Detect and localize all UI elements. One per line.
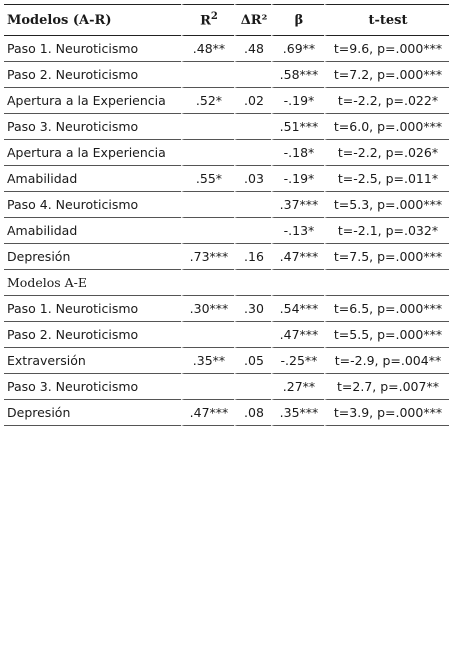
cell-model: Paso 4. Neuroticismo (4, 192, 181, 218)
cell-delta-r2 (234, 218, 271, 244)
cell-model: Depresión (4, 244, 181, 270)
cell-ttest: t=-2.9, p=.004** (324, 348, 449, 374)
cell-ttest: t=2.7, p=.007** (324, 374, 449, 400)
cell-ttest: t=-2.1, p=.032* (324, 218, 449, 244)
table-row (4, 62, 449, 88)
cell-r2 (181, 192, 234, 218)
cell-r2: .35** (181, 348, 234, 374)
cell-delta-r2: .02 (234, 88, 271, 114)
cell-delta-r2 (234, 192, 271, 218)
table-row (4, 192, 449, 218)
cell-delta-r2 (234, 62, 271, 88)
cell-ttest: t=5.5, p=.000*** (324, 322, 449, 348)
cell-delta-r2 (234, 114, 271, 140)
cell-r2 (181, 114, 234, 140)
cell-beta: .69** (271, 36, 324, 62)
header-delta-r2: ΔR² (234, 4, 271, 36)
cell-model: Paso 3. Neuroticismo (4, 374, 181, 400)
cell-delta-r2: .03 (234, 166, 271, 192)
table-header (4, 4, 449, 36)
cell-ttest: t=-2.2, p=.026* (324, 140, 449, 166)
cell-delta-r2: .05 (234, 348, 271, 374)
cell-ttest: t=7.5, p=.000*** (324, 244, 449, 270)
table-row (4, 296, 449, 322)
cell-ttest: t=3.9, p=.000*** (324, 400, 449, 426)
cell-model: Apertura a la Experiencia (4, 88, 181, 114)
table-row (4, 166, 449, 192)
cell-ttest: t=6.5, p=.000*** (324, 296, 449, 322)
table-row (4, 36, 449, 62)
table-row (4, 270, 449, 296)
cell-r2: .73*** (181, 244, 234, 270)
cell-delta-r2: .08 (234, 400, 271, 426)
cell-ttest: t=-2.2, p=.022* (324, 88, 449, 114)
table-row (4, 348, 449, 374)
cell-ttest: t=6.0, p=.000*** (324, 114, 449, 140)
cell-ttest: t=5.3, p=.000*** (324, 192, 449, 218)
cell-r2: .48** (181, 36, 234, 62)
cell-ttest: t=-2.5, p=.011* (324, 166, 449, 192)
header-model: Modelos (A-R) (4, 4, 181, 36)
header-row (4, 4, 449, 36)
cell-model: Extraversión (4, 348, 181, 374)
cell-model: Amabilidad (4, 218, 181, 244)
table-row (4, 140, 449, 166)
cell-model: Paso 2. Neuroticismo (4, 62, 181, 88)
cell-beta: .51*** (271, 114, 324, 140)
cell-beta: -.13* (271, 218, 324, 244)
table-body (4, 36, 449, 426)
header-beta: β (271, 4, 324, 36)
header-r2 (181, 4, 234, 36)
table-row (4, 114, 449, 140)
cell-beta (271, 270, 324, 296)
cell-model: Modelos A-E (4, 270, 181, 296)
cell-r2 (181, 218, 234, 244)
cell-r2: .47*** (181, 400, 234, 426)
header-r2-sup: 2 (210, 11, 218, 23)
cell-r2 (181, 62, 234, 88)
cell-r2 (181, 374, 234, 400)
cell-delta-r2 (234, 374, 271, 400)
cell-beta: .47*** (271, 322, 324, 348)
cell-beta: .47*** (271, 244, 324, 270)
cell-beta: -.19* (271, 166, 324, 192)
cell-delta-r2 (234, 270, 271, 296)
table-row (4, 400, 449, 426)
cell-r2: .52* (181, 88, 234, 114)
cell-r2: .55* (181, 166, 234, 192)
regression-table-container (4, 4, 449, 426)
cell-beta: .54*** (271, 296, 324, 322)
cell-delta-r2 (234, 322, 271, 348)
cell-model: Paso 3. Neuroticismo (4, 114, 181, 140)
cell-model: Paso 2. Neuroticismo (4, 322, 181, 348)
cell-delta-r2: .30 (234, 296, 271, 322)
cell-beta: -.19* (271, 88, 324, 114)
cell-model: Paso 1. Neuroticismo (4, 36, 181, 62)
cell-ttest: t=7.2, p=.000*** (324, 62, 449, 88)
header-ttest: t-test (324, 4, 449, 36)
table-row (4, 374, 449, 400)
cell-beta: -.25** (271, 348, 324, 374)
cell-r2 (181, 140, 234, 166)
table-row (4, 244, 449, 270)
cell-r2: .30*** (181, 296, 234, 322)
cell-r2 (181, 270, 234, 296)
cell-beta: .58*** (271, 62, 324, 88)
cell-model: Paso 1. Neuroticismo (4, 296, 181, 322)
cell-model: Amabilidad (4, 166, 181, 192)
cell-beta: .27** (271, 374, 324, 400)
table-row (4, 218, 449, 244)
cell-beta: .35*** (271, 400, 324, 426)
cell-delta-r2: .16 (234, 244, 271, 270)
header-r2-base: R (200, 13, 211, 29)
cell-beta: -.18* (271, 140, 324, 166)
cell-model: Depresión (4, 400, 181, 426)
table-row (4, 88, 449, 114)
table-row (4, 322, 449, 348)
cell-delta-r2 (234, 140, 271, 166)
cell-beta: .37*** (271, 192, 324, 218)
regression-table (4, 4, 449, 426)
cell-delta-r2: .48 (234, 36, 271, 62)
cell-r2 (181, 322, 234, 348)
cell-ttest: t=9.6, p=.000*** (324, 36, 449, 62)
cell-model: Apertura a la Experiencia (4, 140, 181, 166)
cell-ttest (324, 270, 449, 296)
